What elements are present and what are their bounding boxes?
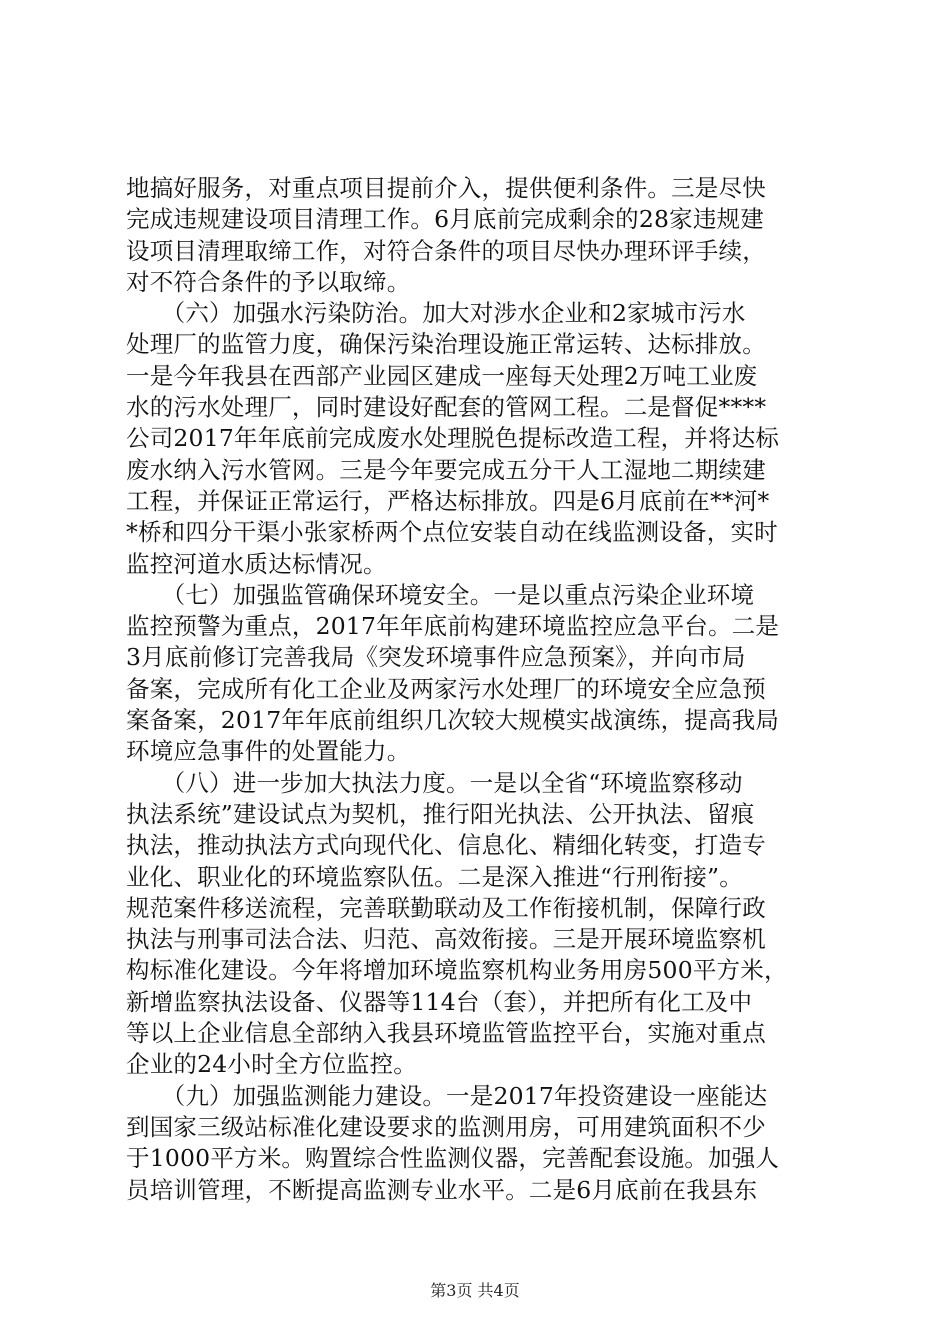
text-line: 水的污水处理厂，同时建设好配套的管网工程。二是督促**** [126, 393, 767, 422]
text-line: 规范案件移送流程，完善联勤联动及工作衔接机制，保障行政 [126, 893, 766, 922]
text-line: 一是今年我县在西部产业园区建成一座每天处理2万吨工业废 [126, 361, 758, 390]
text-line: 环境应急事件的处置能力。 [126, 737, 411, 766]
text-line: （九）加强监测能力建设。一是2017年投资建设一座能达 [126, 1081, 768, 1110]
text-line: （七）加强监管确保环境安全。一是以重点污染企业环境 [126, 580, 755, 609]
text-line: 公司2017年年底前完成废水处理脱色提标改造工程，并将达标 [126, 424, 780, 453]
text-line: *桥和四分干渠小张家桥两个点位安装自动在线监测设备，实时 [126, 518, 778, 547]
text-line: 等以上企业信息全部纳入我县环境监管监控平台，实施对重点 [126, 1019, 766, 1048]
text-line: 执法，推动执法方式向现代化、信息化、精细化转变，打造专 [126, 831, 766, 860]
text-line: （六）加强水污染防治。加大对涉水企业和2家城市污水 [126, 299, 746, 328]
text-line: 业化、职业化的环境监察队伍。二是深入推进“行刑衔接”。 [126, 862, 743, 891]
text-line: 执法与刑事司法合法、归范、高效衔接。三是开展环境监察机 [126, 925, 766, 954]
text-line: 设项目清理取缔工作，对符合条件的项目尽快办理环评手续， [126, 236, 766, 265]
text-line: 于1000平方米。购置综合性监测仪器，完善配套设施。加强人 [126, 1144, 780, 1173]
page-footer: 第3页 共4页 [430, 1281, 520, 1300]
text-line: 地搞好服务，对重点项目提前介入，提供便利条件。三是尽快 [126, 174, 766, 202]
text-line: （八）进一步加大执法力度。一是以全省“环境监察移动 [126, 768, 743, 797]
text-line: 企业的24小时全方位监控。 [126, 1050, 418, 1079]
text-line: 备案，完成所有化工企业及两家污水处理厂的环境安全应急预 [126, 674, 766, 703]
text-line: 新增监察执法设备、仪器等114台（套），并把所有化工及中 [126, 987, 753, 1016]
body-text [126, 173, 830, 1206]
text-line: 执法系统”建设试点为契机，推行阳光执法、公开执法、留痕 [126, 799, 755, 828]
text-line: 员培训管理，不断提高监测专业水平。二是6月底前在我县东 [126, 1175, 758, 1204]
text-line: 对不符合条件的予以取缔。 [126, 267, 411, 296]
text-line: 3月底前修订完善我局《突发环境事件应急预案》，并向市局 [126, 643, 746, 672]
text-line: 废水纳入污水管网。三是今年要完成五分干人工湿地二期续建 [126, 455, 766, 484]
text-line: 构标准化建设。今年将增加环境监察机构业务用房500平方米， [126, 956, 788, 985]
text-line: 监控预警为重点，2017年年底前构建环境监控应急平台。二是 [126, 612, 780, 641]
text-line: 处理厂的监管力度，确保污染治理设施正常运转、达标排放。 [126, 330, 766, 359]
text-line: 完成违规建设项目清理工作。6月底前完成剩余的28家违规建 [126, 205, 764, 234]
text-line: 工程，并保证正常运行，严格达标排放。四是6月底前在**河* [126, 486, 770, 515]
text-line: 案备案，2017年年底前组织几次较大规模实战演练，提高我局 [126, 706, 780, 735]
text-line: 到国家三级站标准化建设要求的监测用房，可用建筑面积不少 [126, 1112, 766, 1141]
text-line: 监控河道水质达标情况。 [126, 549, 387, 578]
